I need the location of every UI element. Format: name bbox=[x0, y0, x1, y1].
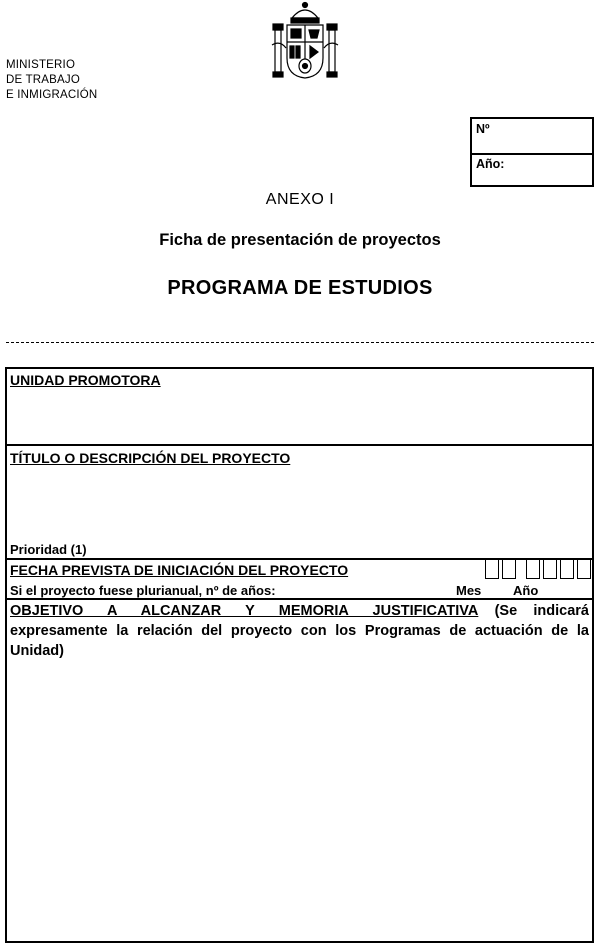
ministry-name bbox=[6, 58, 97, 103]
date-digit-box[interactable] bbox=[502, 559, 516, 579]
date-digit-box[interactable] bbox=[485, 559, 499, 579]
reference-box bbox=[470, 117, 594, 187]
reference-year[interactable] bbox=[472, 153, 592, 187]
date-digit-box[interactable] bbox=[577, 559, 591, 579]
objetivo-instructions: (Se indicará expresamente la relación del proyecto con los Programas de actuación de la Unidad) bbox=[10, 603, 589, 659]
ministry-line-3: E INMIGRACIÓN bbox=[6, 89, 98, 101]
ministry-line-1: MINISTERIO bbox=[6, 59, 76, 71]
date-digit-box[interactable] bbox=[543, 559, 557, 579]
prioridad-label: Prioridad (1) bbox=[10, 542, 87, 557]
divider bbox=[7, 444, 592, 446]
date-digit-box[interactable] bbox=[560, 559, 574, 579]
titulo-proyecto-label: TÍTULO O DESCRIPCIÓN DEL PROYECTO bbox=[10, 450, 291, 466]
objetivo-heading: OBJETIVO A ALCANZAR Y MEMORIA JUSTIFICATIVA bbox=[10, 603, 479, 619]
fecha-inicio-label: FECHA PREVISTA DE INICIACIÓN DEL PROYECTO bbox=[10, 562, 349, 578]
unidad-promotora-label: UNIDAD PROMOTORA bbox=[10, 372, 161, 388]
project-form bbox=[5, 367, 594, 943]
ministry-line-2: DE TRABAJO bbox=[6, 74, 80, 86]
reference-year-label: Año: bbox=[476, 157, 505, 171]
spain-coat-of-arms-icon bbox=[270, 0, 340, 82]
program-title: PROGRAMA DE ESTUDIOS bbox=[167, 277, 433, 299]
divider bbox=[7, 598, 592, 600]
plurianual-label: Si el proyecto fuese plurianual, nº de años: bbox=[10, 583, 276, 598]
annex-title: ANEXO I bbox=[265, 191, 335, 208]
date-digit-box[interactable] bbox=[526, 559, 540, 579]
form-subtitle: Ficha de presentación de proyectos bbox=[159, 231, 441, 249]
reference-number[interactable] bbox=[472, 119, 592, 153]
mes-label: Mes bbox=[456, 583, 482, 598]
dashed-separator bbox=[6, 342, 594, 343]
objetivo-section bbox=[10, 601, 589, 661]
anio-label: Año bbox=[513, 583, 539, 598]
reference-number-label: Nº bbox=[476, 122, 490, 136]
